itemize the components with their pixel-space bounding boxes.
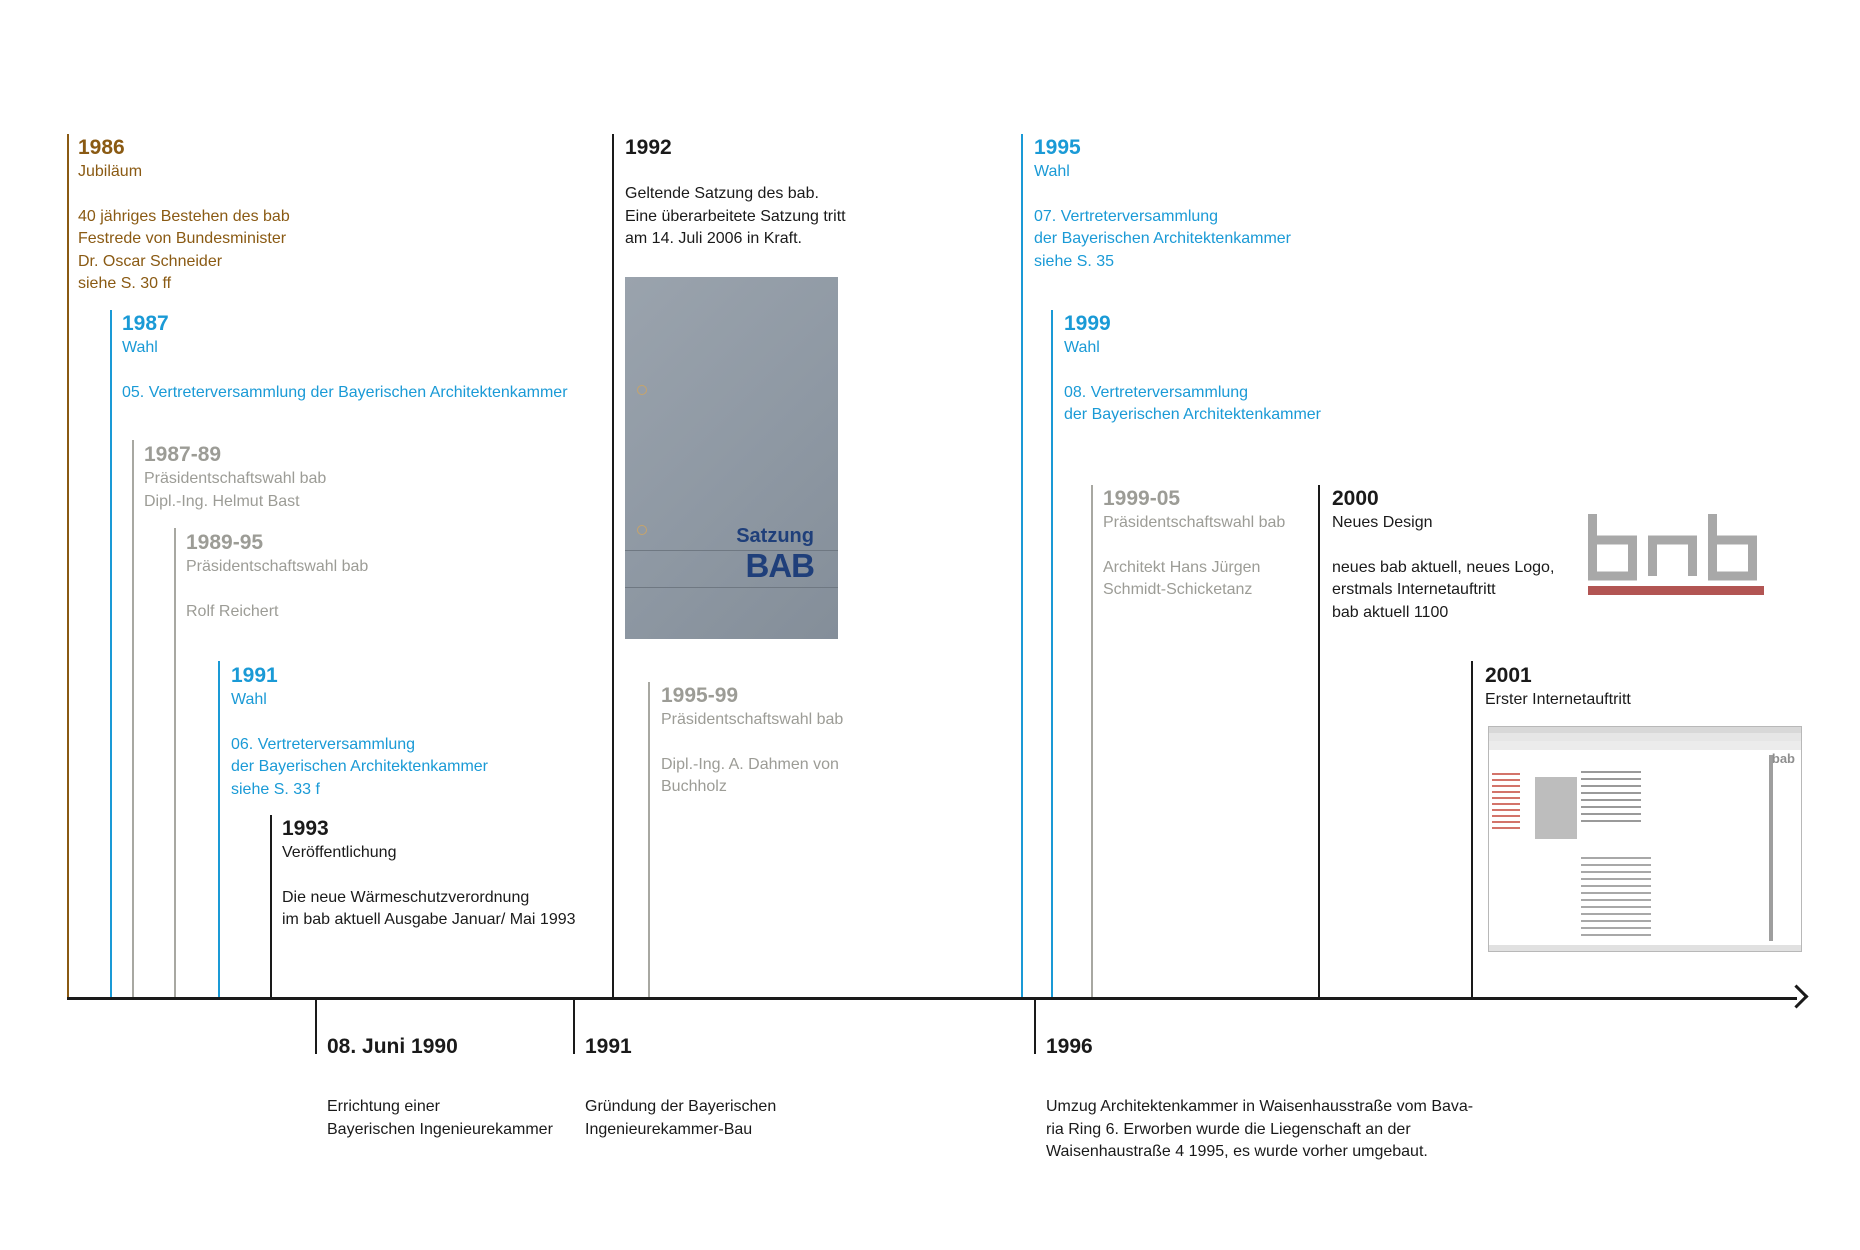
cover-ring-icon bbox=[637, 525, 647, 535]
entry-1989-95: 1989-95 Präsidentschaftswahl bab Rolf Reichert bbox=[186, 531, 369, 620]
entry-1987-89: 1987-89 Präsidentschaftswahl bab Dipl.-Ing. Helmut Bast bbox=[144, 443, 327, 510]
marker-1989-95 bbox=[174, 528, 176, 999]
entry-1987: 1987 Wahl 05. Vertreterversammlung der Bayerischen Architektenkammer bbox=[122, 312, 568, 401]
marker-below-1996 bbox=[1034, 998, 1036, 1054]
entry-1999-05: 1999-05 Präsidentschaftswahl bab Architekt Hans Jürgen Schmidt-Schicketanz bbox=[1103, 487, 1286, 598]
marker-1986 bbox=[67, 134, 69, 999]
entry-below-1996: 1996 Umzug Architektenkammer in Waisenhausstraße vom Bava- ria Ring 6. Erworben wurde die Liegenschaft an der Waisenhaustraße 4 1995, es wurde vorher umgebaut. bbox=[1046, 1035, 1474, 1160]
shot-logo: bab bbox=[1771, 751, 1795, 766]
entry-1991: 1991 Wahl 06. Vertreterversammlung der Bayerischen Architektenkammer siehe S. 33 f bbox=[231, 664, 488, 798]
entry-2001: 2001 Erster Internetauftritt bbox=[1485, 664, 1631, 708]
website-screenshot bbox=[1488, 726, 1802, 952]
marker-1993 bbox=[270, 815, 272, 999]
marker-1991 bbox=[218, 661, 220, 999]
marker-1987-89 bbox=[132, 440, 134, 999]
marker-below-1990 bbox=[315, 998, 317, 1054]
marker-below-1991 bbox=[573, 998, 575, 1054]
entry-1993: 1993 Veröffentlichung Die neue Wärmeschutzverordnung im bab aktuell Ausgabe Januar/ Mai 1993 bbox=[282, 817, 576, 928]
satzung-cover-image bbox=[625, 277, 838, 639]
marker-2001 bbox=[1471, 661, 1473, 999]
entry-below-1991: 1991 Gründung der Bayerischen Ingenieurekammer-Bau bbox=[585, 1035, 777, 1138]
marker-1992 bbox=[612, 134, 614, 999]
marker-1995-99 bbox=[648, 682, 650, 999]
marker-1995 bbox=[1021, 134, 1023, 999]
marker-2000 bbox=[1318, 485, 1320, 999]
marker-1999 bbox=[1051, 310, 1053, 999]
entry-1986: 1986 Jubiläum 40 jähriges Bestehen des bab Festrede von Bundesminister Dr. Oscar Schneider siehe S. 30 ff bbox=[78, 136, 290, 292]
marker-1987 bbox=[110, 310, 112, 999]
axis-arrow-icon bbox=[1784, 984, 1808, 1008]
entry-1999: 1999 Wahl 08. Vertreterversammlung der Bayerischen Architektenkammer bbox=[1064, 312, 1321, 423]
cover-title: Satzung bbox=[736, 525, 814, 547]
bab-logo bbox=[1588, 514, 1764, 596]
entry-2000: 2000 Neues Design neues bab aktuell, neues Logo, erstmals Internetauftritt bab aktuell 1100 bbox=[1332, 487, 1555, 621]
entry-below-1990: 08. Juni 1990 Errichtung einer Bayerischen Ingenieurekammer bbox=[327, 1035, 553, 1138]
entry-1995-99: 1995-99 Präsidentschaftswahl bab Dipl.-Ing. A. Dahmen von Buchholz bbox=[661, 684, 844, 795]
time-axis bbox=[67, 997, 1797, 1000]
cover-brand: BAB bbox=[745, 547, 814, 584]
entry-1995: 1995 Wahl 07. Vertreterversammlung der Bayerischen Architektenkammer siehe S. 35 bbox=[1034, 136, 1291, 270]
entry-1992: 1992 Geltende Satzung des bab. Eine überarbeitete Satzung tritt am 14. Juli 2006 in Kraft. bbox=[625, 136, 846, 247]
marker-1999-05 bbox=[1091, 485, 1093, 999]
cover-ring-icon bbox=[637, 385, 647, 395]
